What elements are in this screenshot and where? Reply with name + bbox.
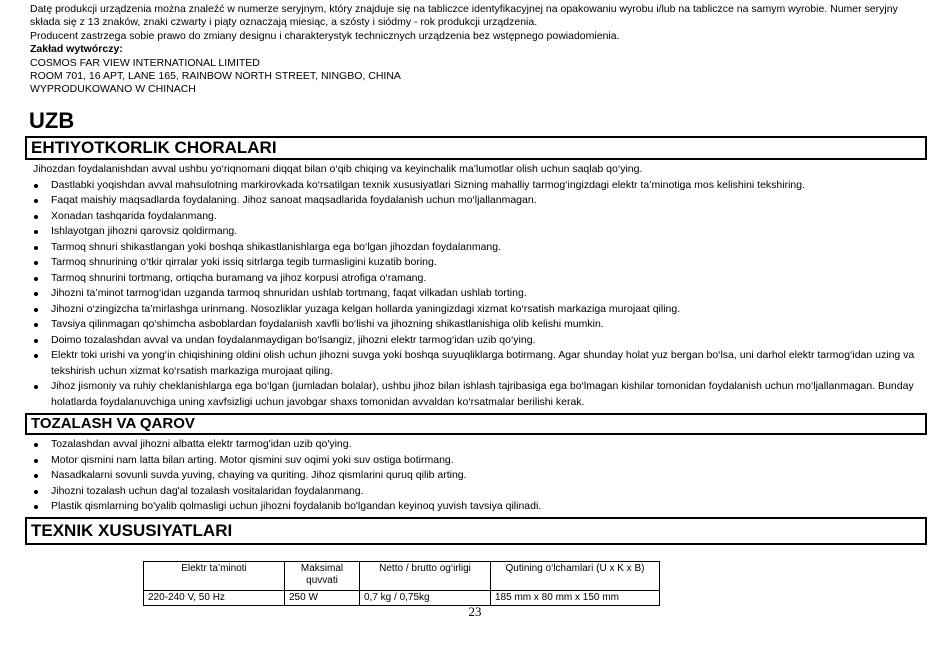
list-item: Doimo tozalashdan avval va undan foydalanmaydigan bo‘lsangiz, jihozni elektr tarmog‘idan uzib qo‘ying. bbox=[33, 333, 925, 349]
specs-header-cell: Qutining o‘lchamlari (U x K x B) bbox=[491, 562, 660, 591]
specs-header-cell: Netto / brutto og‘irligi bbox=[360, 562, 491, 591]
specs-value-cell: 250 W bbox=[285, 591, 360, 606]
list-item: Dastlabki yoqishdan avval mahsulotning markirovkada ko‘rsatilgan texnik xususiyatlari Sizning mahalliy tarmog‘ingizdagi elektr ta’minotiga mos kelishini tekshiring. bbox=[33, 178, 925, 194]
list-item: Faqat maishiy maqsadlarda foydalaning. Jihoz sanoat maqsadlarida foydalanish uchun mo‘ljallanmagan. bbox=[33, 193, 925, 209]
list-item: Xonadan tashqarida foydalanmang. bbox=[33, 209, 925, 225]
specs-value-cell: 220-240 V, 50 Hz bbox=[144, 591, 285, 606]
list-item: Tavsiya qilinmagan qo‘shimcha asboblardan foydalanish xavfli bo‘lishi va jihozning shikastlanishiga olib kelishi mumkin. bbox=[33, 317, 925, 333]
list-item: Jihozni ta’minot tarmog‘idan uzganda tarmoq shnuridan ushlab tortmang, faqat vilkadan ushlab torting. bbox=[33, 286, 925, 302]
list-item: Tozalashdan avval jihozni albatta elektr tarmog'idan uzib qo'ying. bbox=[33, 437, 925, 453]
list-item: Tarmoq shnurining o‘tkir qirralar yoki issiq sitrlarga tegib turmasligini kuzatib boring. bbox=[33, 255, 925, 271]
design-change-note: Producent zastrzega sobie prawo do zmiany designu i charakterystyk technicznych urządzenia bez wstępnego powiadomienia. bbox=[30, 29, 620, 42]
list-item: Jihozni o‘zingizcha ta’mirlashga urinmang. Nosozliklar yuzaga kelgan hollarda yaningizdagi xizmat ko‘rsatish markaziga murojaat qiling. bbox=[33, 302, 925, 318]
cleaning-section bbox=[33, 437, 925, 515]
safety-intro: Jihozdan foydalanishdan avval ushbu yo‘riqnomani diqqat bilan o‘qib chiqing va keyinchalik ma’lumotlar olish uchun saqlab qo‘ying. bbox=[33, 163, 643, 175]
safety-section bbox=[33, 162, 925, 410]
language-code: UZB bbox=[29, 108, 75, 133]
specs-header-cell: Maksimal quvvati bbox=[285, 562, 360, 591]
specs-header-cell: Elektr ta’minoti bbox=[144, 562, 285, 591]
specs-table bbox=[143, 561, 660, 606]
specs-value-cell: 0,7 kg / 0,75kg bbox=[360, 591, 491, 606]
list-item: Elektr toki urishi va yong‘in chiqishining oldini olish uchun jihozni suvga yoki boshqa suyuqliklarga botirmang. Agar shunday holat yuz bergan bo‘lsa, uni darhol elektr tarmog‘idan uzing va tekshirish uchun xizmat ko‘rsatish markaziga murojaat qiling. bbox=[33, 348, 925, 379]
list-item: Tarmoq shnurini tortmang, ortiqcha buramang va jihoz korpusi atrofiga o‘ramang. bbox=[33, 271, 925, 287]
list-item: Nasadkalarni sovunli suvda yuving, chaying va quriting. Jihoz qismlarini quruq qilib arting. bbox=[33, 468, 925, 484]
list-item: Jihoz jismoniy va ruhiy cheklanishlarga ega bo‘lgan (jumladan bolalar), ushbu jihoz bilan ishlash tajribasiga ega bo‘lmagan kishilar tomonidan foydalanish uchun mo‘ljallanmagan. Bunday holatlarda foydalanuvchiga uning xavfsizligi uchun javobgar shaxs tomonidan avvaldan ko‘rsatmalar berilishi kerak. bbox=[33, 379, 925, 410]
safety-list bbox=[33, 178, 925, 411]
cleaning-heading: TOZALASH VA QAROV bbox=[25, 413, 927, 435]
list-item: Jihozni tozalash uchun dag'al tozalash vositalaridan foydalanmang. bbox=[33, 484, 925, 500]
manufacturer-name: COSMOS FAR VIEW INTERNATIONAL LIMITED bbox=[30, 56, 260, 69]
manufacturer-address: ROOM 701, 16 APT, LANE 165, RAINBOW NORTH STREET, NINGBO, CHINA bbox=[30, 70, 401, 83]
intro-block bbox=[30, 3, 930, 97]
specs-value-cell: 185 mm x 80 mm x 150 mm bbox=[491, 591, 660, 606]
made-in-note: WYPRODUKOWANO W CHINACH bbox=[30, 83, 196, 96]
serial-number-note: Datę produkcji urządzenia można znaleźć w numerze seryjnym, który znajduje się na tabliczce identyfikacyjnej na opakowaniu wyrobu i/lub na tabliczce na samym wyrobie. Numer seryjny składa się z 13 znaków, znaki czwarty i piąty oznaczają miesiąc, a szósty i siódmy - rok produkcji urządzenia. bbox=[30, 3, 898, 29]
list-item: Plastik qismlarning bo'yalib qolmasligi uchun jihozni foydalanib bo'lgandan keyinoq yuvish tavsiya qilinadi. bbox=[33, 499, 925, 515]
list-item: Tarmoq shnuri shikastlangan yoki boshqa shikastlanishlarga ega bo‘lgan jihozdan foydalanmang. bbox=[33, 240, 925, 256]
list-item: Motor qismini nam latta bilan arting. Motor qismini suv oqimi yoki suv ostiga botirmang. bbox=[33, 453, 925, 469]
specs-heading: TEXNIK XUSUSIYATLARI bbox=[25, 517, 927, 545]
safety-heading: EHTIYOTKORLIK CHORALARI bbox=[25, 136, 927, 160]
cleaning-list bbox=[33, 437, 925, 515]
manufacturer-label: Zakład wytwórczy: bbox=[30, 43, 123, 56]
specs-header-row bbox=[144, 562, 660, 591]
page-number: 23 bbox=[468, 604, 482, 619]
list-item: Ishlayotgan jihozni qarovsiz qoldirmang. bbox=[33, 224, 925, 240]
